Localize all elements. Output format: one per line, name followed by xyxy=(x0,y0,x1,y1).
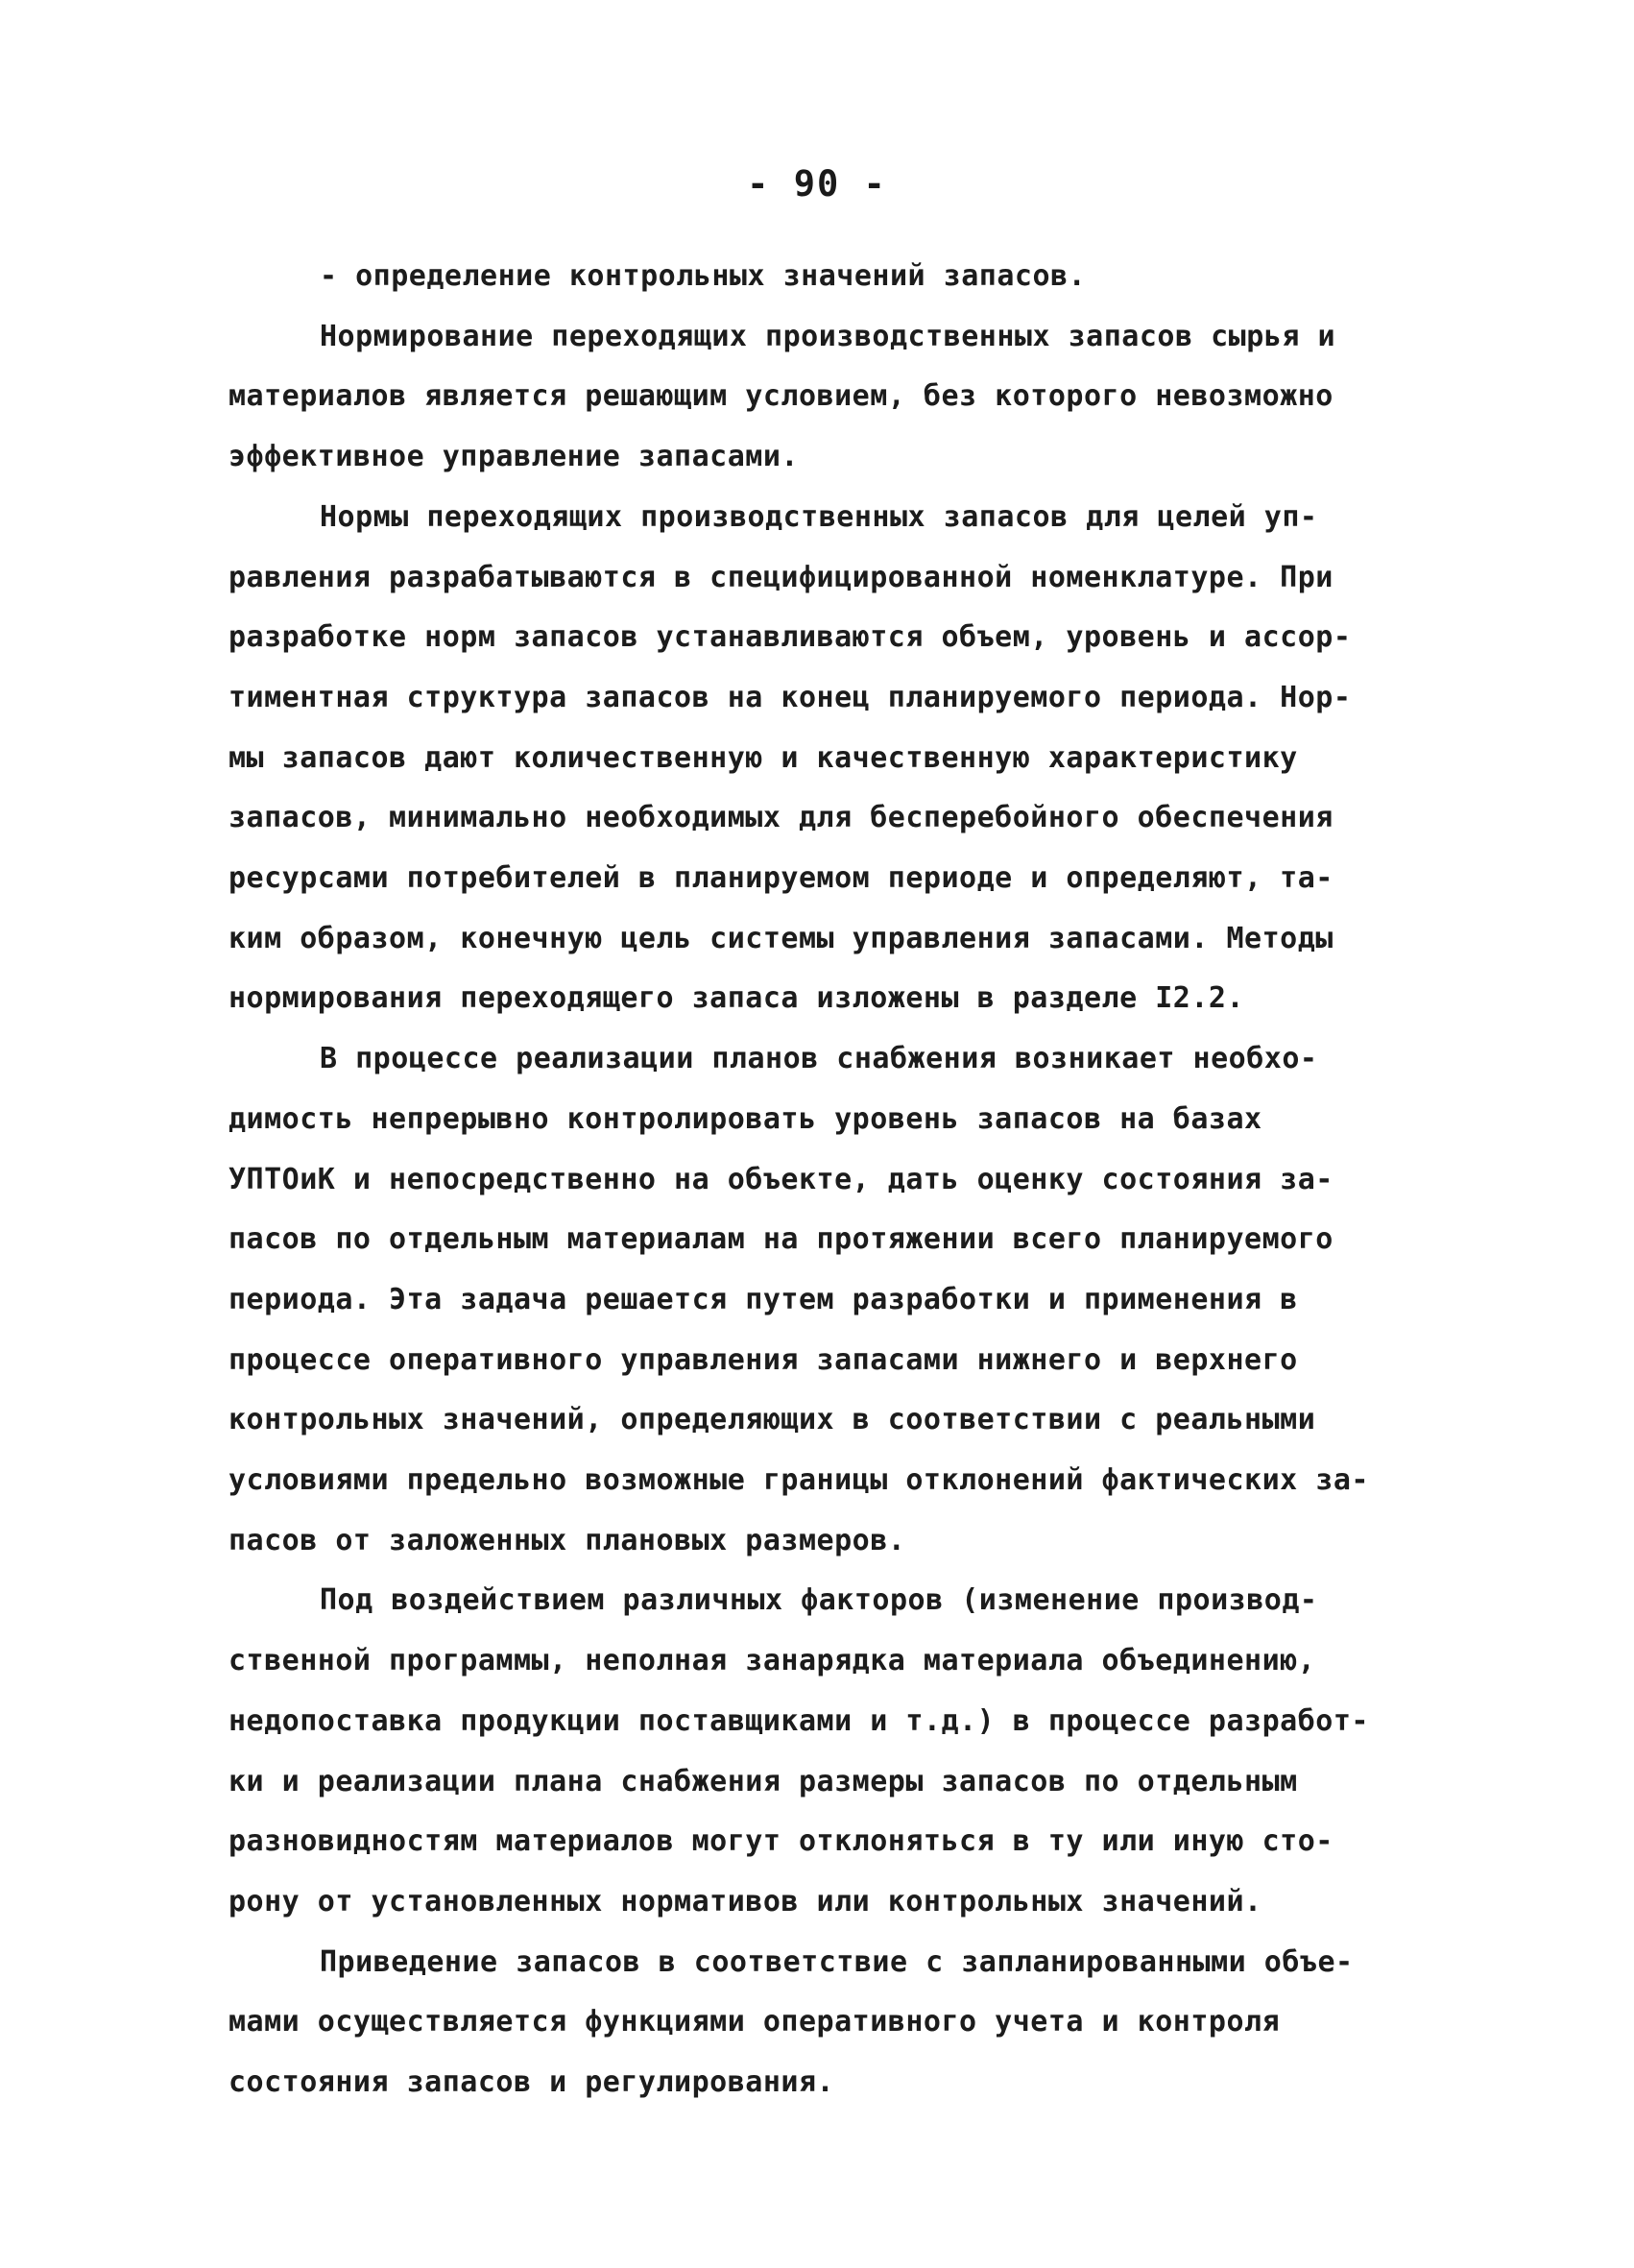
text-line: нормирования переходящего запаса изложены в разделе I2.2. xyxy=(228,981,1245,1015)
text-line: димость непрерывно контролировать уровень запасов на базах xyxy=(228,1102,1262,1136)
text-line: Приведение запасов в соответствие с запланированными объе- xyxy=(320,1945,1354,1979)
text-line: контрольных значений, определяющих в соответствии с реальными xyxy=(228,1403,1316,1436)
text-line: Нормирование переходящих производственных запасов сырья и xyxy=(320,320,1336,353)
text-line: равления разрабатываются в специфицированной номенклатуре. При xyxy=(228,561,1334,594)
text-line: пасов от заложенных плановых размеров. xyxy=(228,1524,906,1557)
text-line: разработке норм запасов устанавливаются объем, уровень и ассор- xyxy=(228,620,1352,654)
text-line: периода. Эта задача решается путем разработки и применения в xyxy=(228,1283,1298,1316)
text-line: Нормы переходящих производственных запасов для целей уп- xyxy=(320,500,1318,534)
page-number: - 90 - xyxy=(747,163,887,205)
text-line: запасов, минимально необходимых для бесперебойного обеспечения xyxy=(228,801,1334,834)
text-line: ресурсами потребителей в планируемом периоде и определяют, та- xyxy=(228,861,1334,895)
text-line: мами осуществляется функциями оперативного учета и контроля xyxy=(228,2005,1281,2039)
text-line: УПТОиК и непосредственно на объекте, дать оценку состояния за- xyxy=(228,1163,1334,1196)
text-line: эффективное управление запасами. xyxy=(228,440,799,473)
text-line: материалов является решающим условием, без которого невозможно xyxy=(228,379,1334,413)
text-line: процессе оперативного управления запасами нижнего и верхнего xyxy=(228,1343,1298,1377)
text-line: состояния запасов и регулирования. xyxy=(228,2065,835,2099)
text-line: пасов по отдельным материалам на протяжении всего планируемого xyxy=(228,1222,1334,1256)
text-line: - определение контрольных значений запасов. xyxy=(320,259,1087,293)
text-line: рону от установленных нормативов или контрольных значений. xyxy=(228,1885,1262,1918)
text-line: мы запасов дают количественную и качественную характеристику xyxy=(228,741,1298,775)
text-line: ки и реализации плана снабжения размеры запасов по отдельным xyxy=(228,1765,1298,1798)
text-line: ственной программы, неполная занарядка материала объединению, xyxy=(228,1644,1316,1677)
text-line: разновидностям материалов могут отклоняться в ту или иную сто- xyxy=(228,1824,1334,1858)
text-line: недопоставка продукции поставщиками и т.д.) в процессе разработ- xyxy=(228,1704,1369,1738)
text-line: ким образом, конечную цель системы управления запасами. Методы xyxy=(228,922,1334,955)
text-line: Под воздействием различных факторов (изменение производ- xyxy=(320,1583,1318,1617)
text-line: условиями предельно возможные границы отклонений фактических за- xyxy=(228,1463,1369,1497)
text-line: В процессе реализации планов снабжения возникает необхо- xyxy=(320,1042,1318,1075)
text-line: тиментная структура запасов на конец планируемого периода. Нор- xyxy=(228,681,1352,714)
